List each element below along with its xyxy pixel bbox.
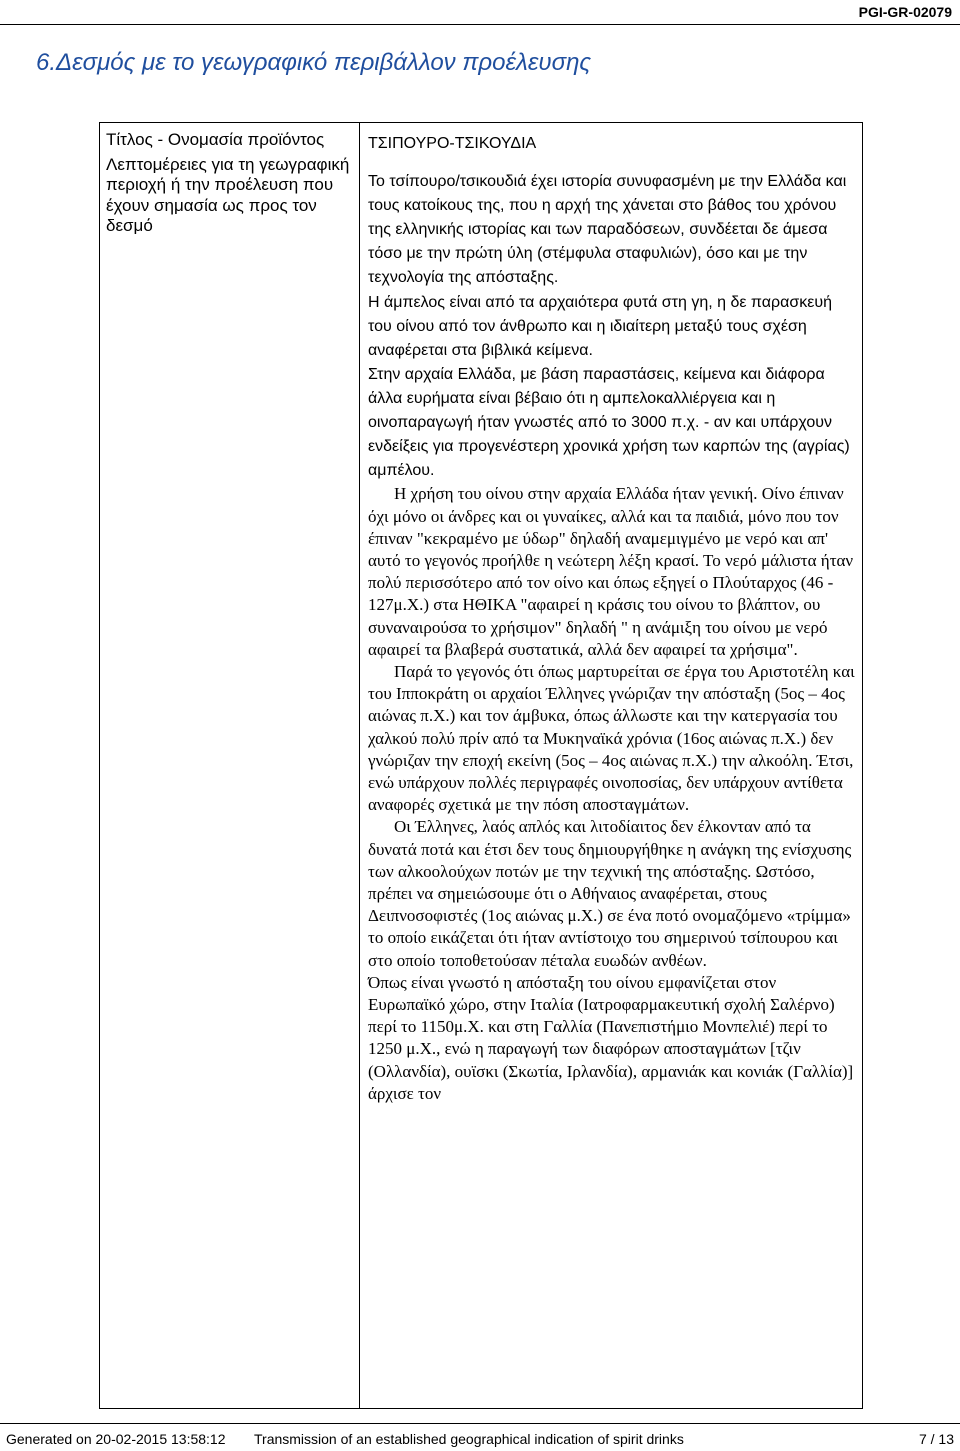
paragraph-vine: Η άμπελος είναι από τα αρχαιότερα φυτά στη γη, η δε παρασκευή του οίνου από τον άνθρωπο και η ιδιαίτερη μεταξύ τους σχέση αναφέρεται στα βιβλικά κείμενα. — [368, 293, 832, 359]
document-code: PGI-GR-02079 — [858, 4, 952, 20]
label-column — [106, 130, 358, 241]
page-number: 7 / 13 — [918, 1431, 954, 1447]
label-geographic-details: Λεπτομέρειες για τη γεωγραφική περιοχή ή την προέλευση που έχουν σημασία ως προς τον δεσμό — [106, 154, 350, 235]
paragraph-europe: Όπως είναι γνωστό η απόσταξη του οίνου εμφανίζεται στον Ευρωπαϊκό χώρο, στην Ιταλία (Ιατροφαρμακευτική σχολή Σαλέρνο) περί το 1150μ.Χ. και στη Γαλλία (Πανεπιστήμιο Μονπελιέ) περί το 1250 μ.Χ., ενώ η παραγωγή των διαφόρων αποσταγμάτων [τζιν (Ολλανδία), ουϊσκι (Σκωτία, Ιρλανδία), αρμανιάκ και κονιάκ (Γαλλία)] άρχισε τον — [368, 972, 854, 1103]
paragraph-wine-use: Η χρήση του οίνου στην αρχαία Ελλάδα ήταν γενική. Οίνο έπιναν όχι μόνο οι άνδρες και οι γυναίκες, αλλά και τα παιδιά, μόνο που τον έπιναν "κεκραμένο με ύδωρ" δηλαδή αναμεμιγμένο με νερό και απ' αυτό το γεγονός προήλθε η νεώτερη λέξη κρασί. Το νερό μάλιστα ήταν πολύ περισσότερο από τον οίνο και όπως εξηγεί ο Πλούταρχος (46 - 127μ.Χ.) στα ΗΘΙΚΑ "αφαιρεί η κράσις του οίνου το βλάπτον, ου συναναιρούσα το χρήσιμον" δηλαδή " η ανάμιξη του οίνου με νερό αφαιρεί τα βλαβερά συστατικά, αλλά δεν αφαιρεί τα χρήσιμα". — [368, 484, 854, 659]
product-name: ΤΣΙΠΟΥΡΟ-ΤΣΙΚΟΥΔΙΑ — [368, 135, 537, 152]
paragraph-history: Το τσίπουρο/τσικουδιά έχει ιστορία συνυφασμένη με την Ελλάδα και τους κατοίκους της, που η αρχή της χάνεται στο βάθος του χρόνου της ελληνικής ιστορίας και των παραδόσεων, συνδέεται δε άμεσα τόσο με την πρώτη ύλη (στέμφυλα σταφυλιών), όσο και με την τεχνολογία της απόσταξης. — [368, 173, 847, 287]
paragraph-greeks: Οι Έλληνες, λαός απλός και λιτοδίαιτος δεν έλκονταν από τα δυνατά ποτά και έτσι δεν τους δημιουργήθηκε η ανάγκη της ενίσχυσης των αλκοολούχων ποτών με την τεχνική της απόσταξης. Ωστόσο, πρέπει να σημειώσουμε ότι ο Αθήναιος αναφέρεται, στους Δειπνοσοφιστές (1ος αιώνας μ.Χ.) σε ένα ποτό ονομαζόμενο «τρίμμα» το οποίο εικάζεται ότι ήταν αντίστοιχο του σημερινού τσίπουρου και στο οποίο τοποθετούσαν πέταλα ευωδών ανθέων. — [368, 817, 852, 970]
paragraph-ancient-greece: Στην αρχαία Ελλάδα, με βάση παραστάσεις, κείμενα και διάφορα άλλα ευρήματα είναι βέβαιο ότι η αμπελοκαλλιέργεια και η οινοπαραγωγή ήταν γνωστές από το 3000 π.χ. - αν και υπάρχουν ενδείξεις για προγενέστερη χρονικά χρήση των καρπών της (αγρίας) αμπέλου. — [368, 365, 850, 480]
section-title: 6.Δεσμός με το γεωγραφικό περιβάλλον προέλευσης — [36, 49, 592, 76]
generated-timestamp: Generated on 20-02-2015 13:58:12 — [6, 1431, 226, 1447]
paragraph-distillation: Παρά το γεγονός ότι όπως μαρτυρείται σε έργα του Αριστοτέλη και του Ιπποκράτη οι αρχαίοι Έλληνες γνώριζαν την απόσταξη (5ος – 4ος αιώνας π.Χ.) και τον άμβυκα, όπως άλλωστε και την κατεργασία του χαλκού πολύ πρίν από τα Μυκηναϊκά χρόνια (16ος αιώνας π.Χ.) δεν γνώριζαν την εποχή εκείνη (5ος – 4ος αιώνας π.Χ.) την αλκοόλη. Έτσι, ενώ υπάρχουν πολλές περιγραφές οινοποσίας, δεν υπάρχουν αντίθετα αναφορές σχετικά με την πόση αποσταγμάτων. — [368, 661, 855, 815]
footer-divider — [0, 1423, 960, 1424]
header-divider — [0, 24, 960, 25]
column-divider — [359, 123, 360, 1408]
footer-description: Transmission of an established geographical indication of spirit drinks — [254, 1431, 684, 1447]
content-column — [368, 132, 856, 1105]
content-table — [99, 122, 863, 1409]
label-product-title: Τίτλος - Ονομασία προϊόντος — [106, 130, 325, 149]
